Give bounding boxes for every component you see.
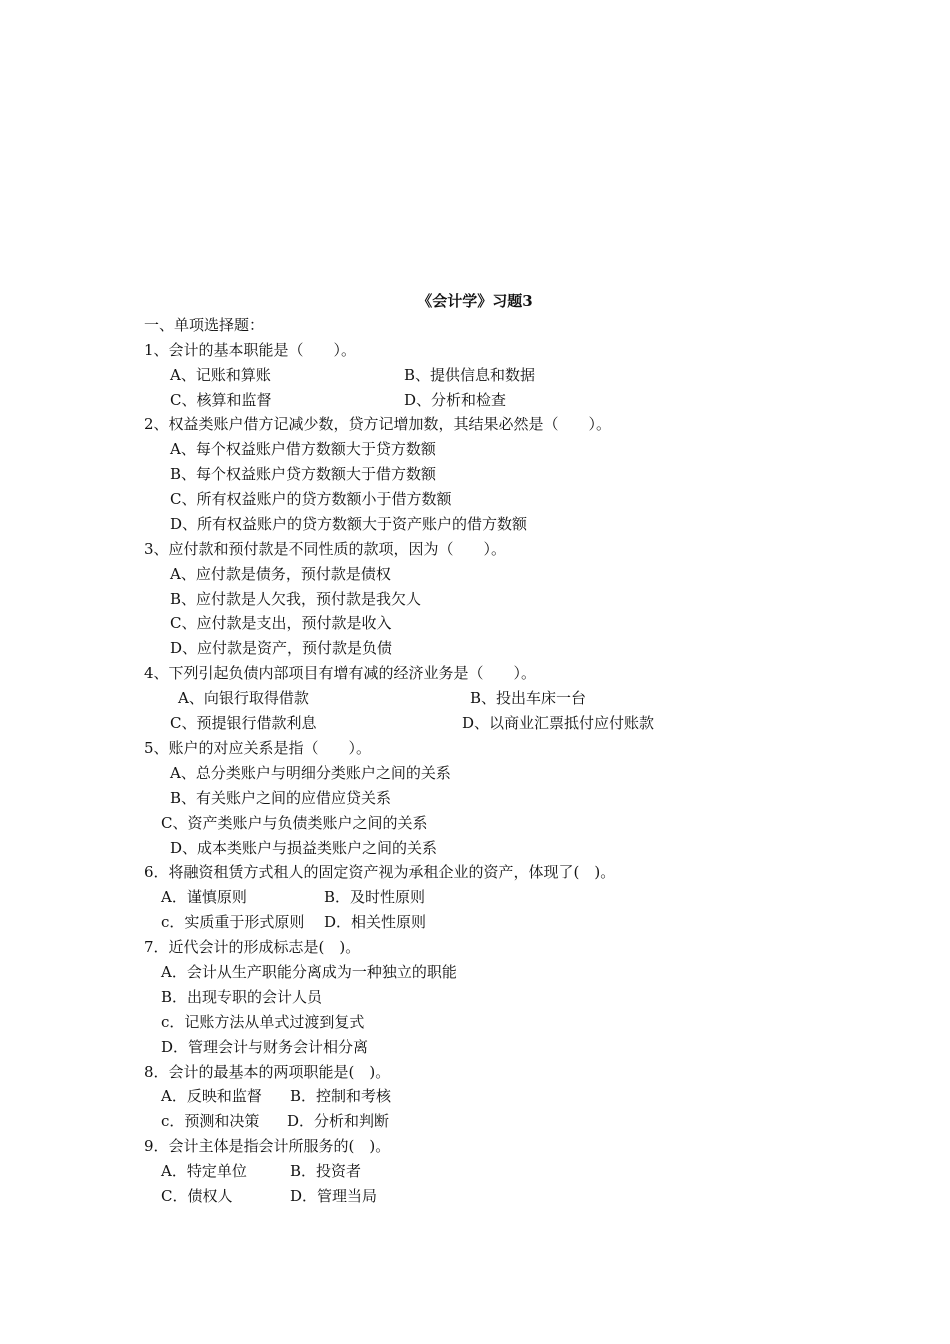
question-3-option-b: B、应付款是人欠我，预付款是我欠人 <box>170 590 422 608</box>
section-heading: 一、单项选择题： <box>144 316 265 334</box>
question-6-stem: 6．将融资租赁方式租人的固定资产视为承租企业的资产，体现了( )。 <box>144 863 616 881</box>
question-5-option-c: C、资产类账户与负债类账户之间的关系 <box>161 814 428 832</box>
question-8-stem: 8．会计的最基本的两项职能是( )。 <box>144 1063 391 1081</box>
question-8-option-a: A．反映和监督 <box>161 1087 262 1105</box>
question-7-option-b: B．出现专职的会计人员 <box>161 988 323 1006</box>
question-1-stem: 1、会计的基本职能是（ ）。 <box>144 341 357 359</box>
question-3-stem: 3、应付款和预付款是不同性质的款项，因为（ ）。 <box>144 540 507 558</box>
question-4-option-b: B、投出车床一台 <box>470 689 587 707</box>
question-5-option-d: D、成本类账户与损益类账户之间的关系 <box>170 839 438 857</box>
question-2-option-a: A、每个权益账户借方数额大于贷方数额 <box>170 440 436 458</box>
question-2-stem: 2、权益类账户借方记减少数，贷方记增加数，其结果必然是（ ）。 <box>144 415 612 433</box>
question-6-option-d: D．相关性原则 <box>324 913 427 931</box>
question-9-option-d: D．管理当局 <box>290 1187 378 1205</box>
question-5-option-a: A、总分类账户与明细分类账户之间的关系 <box>170 764 451 782</box>
question-4-option-c: C、预提银行借款利息 <box>170 714 317 732</box>
question-7-option-a: A．会计从生产职能分离成为一种独立的职能 <box>161 963 457 981</box>
question-4-stem: 4、下列引起负债内部项目有增有减的经济业务是（ ）。 <box>144 664 537 682</box>
document-title: 《会计学》习题3 <box>417 292 533 310</box>
question-3-option-a: A、应付款是债务，预付款是债权 <box>170 565 391 583</box>
question-7-stem: 7．近代会计的形成标志是( )。 <box>144 938 361 956</box>
question-6-option-b: B．及时性原则 <box>324 888 426 906</box>
question-8-option-b: B．控制和考核 <box>290 1087 392 1105</box>
question-3-option-c: C、应付款是支出，预付款是收入 <box>170 614 392 632</box>
question-1-option-a: A、记账和算账 <box>170 366 271 384</box>
question-4-option-a: A、向银行取得借款 <box>178 689 309 707</box>
question-6-option-a: A．谨慎原则 <box>161 888 247 906</box>
question-6-option-c: c．实质重于形式原则 <box>161 913 305 931</box>
question-9-option-b: B．投资者 <box>290 1162 362 1180</box>
question-9-option-c: C．债权人 <box>161 1187 233 1205</box>
question-1-option-b: B、提供信息和数据 <box>404 366 536 384</box>
question-2-option-b: B、每个权益账户贷方数额大于借方数额 <box>170 465 437 483</box>
question-3-option-d: D、应付款是资产，预付款是负债 <box>170 639 393 657</box>
question-2-option-d: D、所有权益账户的贷方数额大于资产账户的借方数额 <box>170 515 528 533</box>
question-5-option-b: B、有关账户之间的应借应贷关系 <box>170 789 392 807</box>
question-1-option-d: D、分析和检查 <box>404 391 507 409</box>
question-4-option-d: D、以商业汇票抵付应付账款 <box>462 714 655 732</box>
question-8-option-d: D．分析和判断 <box>287 1112 390 1130</box>
question-7-option-c: c．记账方法从单式过渡到复式 <box>161 1013 365 1031</box>
question-1-option-c: C、核算和监督 <box>170 391 272 409</box>
question-5-stem: 5、账户的对应关系是指（ ）。 <box>144 739 372 757</box>
question-8-option-c: c．预测和决策 <box>161 1112 260 1130</box>
question-7-option-d: D．管理会计与财务会计相分离 <box>161 1038 369 1056</box>
question-9-option-a: A．特定单位 <box>161 1162 247 1180</box>
question-9-stem: 9．会计主体是指会计所服务的( )。 <box>144 1137 391 1155</box>
question-2-option-c: C、所有权益账户的贷方数额小于借方数额 <box>170 490 452 508</box>
